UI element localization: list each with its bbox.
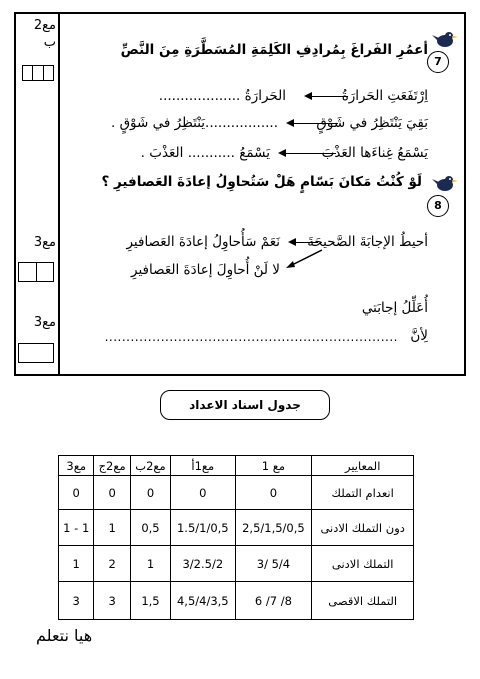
header-c1a: مع1أ <box>171 456 235 476</box>
q7-row3-blank[interactable]: يَسْمَعُ ........... العَذْبَ . <box>140 145 270 161</box>
table-cell: 5/4 /3 <box>235 546 312 582</box>
table-cell: 3 <box>94 582 130 620</box>
grading-table <box>58 455 414 620</box>
table-cell: 1 <box>130 546 170 582</box>
score-boxes-c1[interactable] <box>22 65 54 81</box>
criterion-label-c2: مع3 <box>33 235 56 250</box>
arrow-icon <box>306 96 348 97</box>
q7-row1-source: اِرْتَفَعَتِ الحَرارَةُ <box>341 88 428 104</box>
q7-row2-source: بَقِيَ يَنْتَظِرُ في شَوْقٍ <box>316 115 428 131</box>
q8-option-yes[interactable]: نَعَمْ سَأُحاوِلُ إعادَةَ العَصافيرِ <box>126 234 280 250</box>
header-criteria: المعايير <box>312 456 414 476</box>
header-c2b: مع2ب <box>130 456 170 476</box>
footer-note: هيا نتعلم <box>36 626 93 645</box>
q7-row2-blank[interactable]: .................يَنْتَظِرُ في شَوْقٍ . <box>110 115 278 131</box>
table-cell: 0 <box>130 476 170 510</box>
table-header-row <box>59 456 414 476</box>
q8-instruction: أحيطُ الإجابَةَ الصَّحيحَةَ <box>307 234 428 250</box>
arrow-icon <box>280 153 336 154</box>
table-row <box>59 546 414 582</box>
table-cell: 1,5 <box>130 582 170 620</box>
table-cell: 0 <box>171 476 235 510</box>
header-c1: مع 1 <box>235 456 312 476</box>
row-label: التملك الادنى <box>312 546 414 582</box>
q7-row3-source: يَسْمَعُ غِناءَها العَذْبَ <box>321 145 428 161</box>
table-cell: 1.5/1/0,5 <box>171 510 235 546</box>
table-row <box>59 476 414 510</box>
q8-answer-line[interactable]: .................................................................... <box>104 330 398 344</box>
table-cell: 8/ 7/ 6 <box>235 582 312 620</box>
table-row <box>59 582 414 620</box>
arrow-icon <box>288 123 338 124</box>
q7-row1-blank[interactable]: الحَرارَةُ ................... <box>158 88 286 104</box>
grid-title: جدول اسناد الاعداد <box>160 390 330 420</box>
table-cell: 1 - 1 <box>59 510 94 546</box>
worksheet-frame <box>14 12 466 376</box>
criterion-label-c3: مع3 <box>33 315 56 330</box>
arrow-icon <box>290 242 318 243</box>
q8-question: لَوْ كُنْتُ مَكانَ بَسّامٍ هَلْ سَتُحاوِلُ إعادَةَ العَصافيرِ ؟ <box>101 174 422 190</box>
score-box-c3[interactable] <box>18 343 54 363</box>
table-cell: 0,5 <box>130 510 170 546</box>
table-row <box>59 510 414 546</box>
q8-option-no[interactable]: لا لَنْ أُحاوِلَ إعادَةَ العَصافيرِ <box>131 262 280 278</box>
question-number-7: 7 <box>427 51 449 73</box>
table-cell: 0 <box>235 476 312 510</box>
score-boxes-c2[interactable] <box>18 262 54 282</box>
connector-arrow-icon <box>284 248 324 270</box>
question-number-8: 8 <box>427 195 449 217</box>
table-cell: 3/2.5/2 <box>171 546 235 582</box>
bird-icon <box>432 172 458 194</box>
table-cell: 0 <box>94 476 130 510</box>
row-label: انعدام التملك <box>312 476 414 510</box>
q8-justify-label: أُعَلِّلُ إجابَتي <box>361 300 428 316</box>
table-cell: 4,5/4/3,5 <box>171 582 235 620</box>
header-c3: مع3 <box>59 456 94 476</box>
table-cell: 3 <box>59 582 94 620</box>
header-c2c: مع2ج <box>94 456 130 476</box>
row-label: دون التملك الادنى <box>312 510 414 546</box>
criterion-sub-c1: ب <box>43 35 56 50</box>
criterion-label-c1: مع2 <box>33 18 56 33</box>
q8-because-label: لِأنَّ <box>410 328 428 344</box>
q7-instruction: أعمُرِ الفَراغَ بِمُرادِفِ الكَلِمَةِ المُسَطَّرَةِ مِنَ النَّصِّ <box>120 42 428 58</box>
table-cell: 2 <box>94 546 130 582</box>
table-cell: 2,5/1,5/0,5 <box>235 510 312 546</box>
table-cell: 0 <box>59 476 94 510</box>
bird-icon <box>432 28 458 50</box>
table-cell: 1 <box>59 546 94 582</box>
table-cell: 1 <box>94 510 130 546</box>
row-label: التملك الاقصى <box>312 582 414 620</box>
